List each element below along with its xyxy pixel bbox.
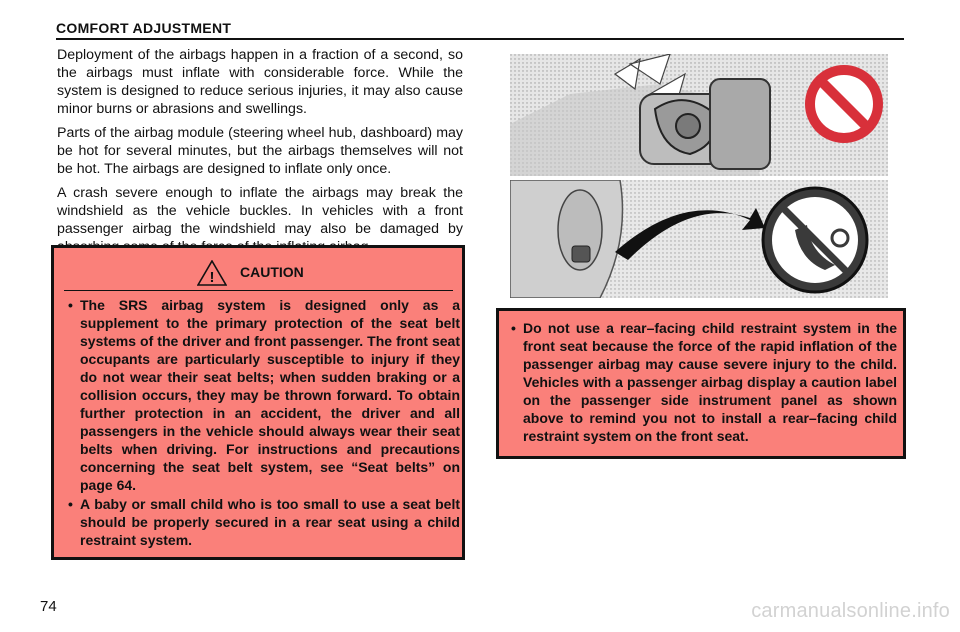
caution-header <box>54 260 462 286</box>
airbag-label-text: AIRBAG <box>795 200 835 211</box>
prohibition-sign-icon <box>810 70 878 138</box>
paragraph: A crash severe enough to inflate the airbags may break the windshield as the vehicle buckles. In vehicles with a front passenger airbag the windshield may also be damaged by <box>57 185 463 237</box>
airbag-deploy-drawing <box>510 54 888 176</box>
caution-bullet-list <box>68 296 460 550</box>
caution-divider <box>64 290 453 291</box>
paragraph: Parts of the airbag module (steering wheel hub, dashboard) may be hot for several minutes, but the airbags themselves will not be hot. The airbags are designed to inflate only once. <box>57 125 463 177</box>
advice-bullet-text: Do not use a rear–facing child restraint system in the front seat because the force of the rapid inflation of the passenger airbag may cause severe injury to the child. Vehicles with a passenger airbag display a caution label on the passenger side instrument panel as shown above to remind you not to install a rear–facing child restraint system on the front seat. <box>523 320 897 444</box>
caution-bullet <box>68 296 460 494</box>
bullet-dot: • <box>511 320 516 336</box>
watermark: carmanualsonline.info <box>751 600 950 622</box>
caution-label-illustration <box>510 180 888 298</box>
section-title: COMFORT ADJUSTMENT <box>56 20 232 36</box>
bullet-dot: • <box>68 496 73 512</box>
caution-bullet-text: The SRS airbag system is designed only as a supplement to the primary protection of the seat belt systems of the driver and front passenger. The front seat occupants are particularly susceptible to injury if they do not wear their seat belts; when sudden braking or a collision occurs, they may be thrown forward. To obtain further protection in an accident, the driver and all passengers in the vehicle should always wear their seat belts when driving. For instructions and precautions concerning the seat belt system, see “Seat belts” on page 64. <box>80 297 460 493</box>
advice-box <box>496 308 906 459</box>
page-header <box>56 18 904 40</box>
dashboard-label-drawing <box>510 180 888 298</box>
caution-bullet-text: A baby or small child who is too small to use a seat belt should be properly secured in a rear seat using a child restraint system. <box>80 496 460 548</box>
svg-text:!: ! <box>209 269 215 286</box>
page-number: 74 <box>40 598 57 615</box>
bullet-dot: • <box>68 297 73 313</box>
body-text <box>57 46 463 262</box>
caution-bullet <box>68 495 460 549</box>
warning-triangle-icon <box>197 260 227 286</box>
airbag-warning-label-icon <box>763 188 867 292</box>
caution-title: CAUTION <box>240 264 304 280</box>
advice-bullet <box>511 319 897 445</box>
paragraph: Deployment of the airbags happen in a fraction of a second, so the airbags must inflate with considerable force. While the system is designed to reduce serious injuries, it may also cause minor burns or abrasions and swellings. <box>57 47 463 117</box>
child-seat-airbag-illustration <box>510 54 888 176</box>
caution-box <box>51 245 465 560</box>
